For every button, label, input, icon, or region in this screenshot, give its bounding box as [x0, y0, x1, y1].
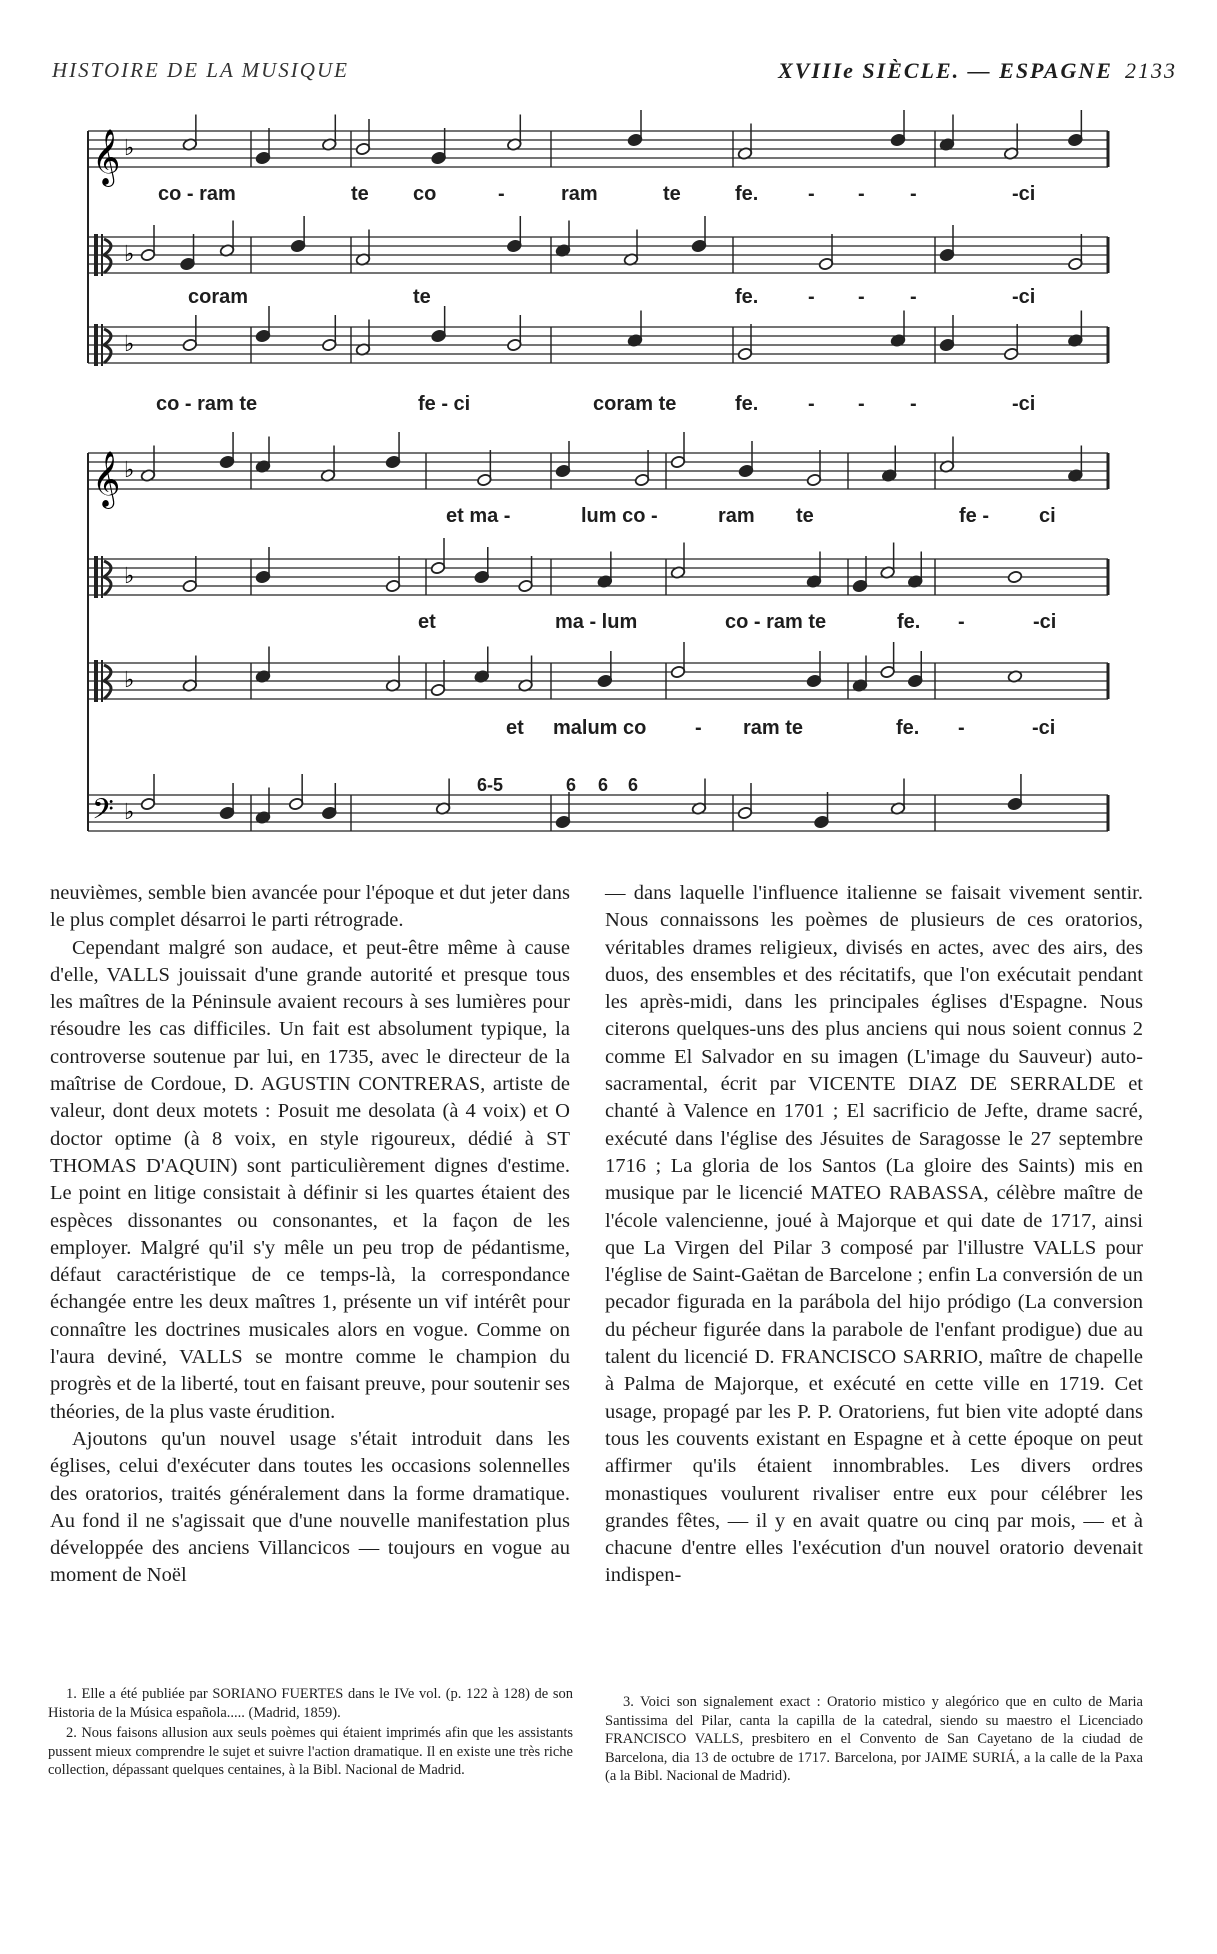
c-clef-curve	[104, 561, 111, 595]
lyric-syllable: ma - lum	[555, 611, 638, 633]
c-clef-icon	[94, 324, 98, 366]
header-section-title: XVIIIe SIÈCLE. — ESPAGNE	[778, 58, 1113, 83]
lyric-syllable: ram	[561, 183, 598, 205]
lyric-syllable: -	[910, 183, 917, 205]
lyric-syllable: coram	[188, 286, 249, 308]
lyric-syllable: fe.	[896, 717, 920, 739]
lyric-syllable: -	[958, 717, 965, 739]
lyric-syllable: -	[910, 393, 917, 415]
lyric-syllable: -	[858, 183, 865, 205]
music-score	[88, 95, 1113, 840]
paragraph: — dans laquelle l'influence italienne se faisait vivement sentir. Nous connaissons les poèmes de plusieurs de ces oratorios, véritables drames religieux, divisés en actes, avec des airs, des duos, des ensembles et des récitatifs, que l'on exécutait pendant les après-midi, dans les principales églises d'Espagne. Nous citerons quelques-uns des plus anciens qui nous soient connus 2 comme El Salvador en su imagen (L'image du Sauveur) auto-sacramental, écrit par VICENTE DIAZ DE SERRALDE et chanté à Valence en 1701 ; El sacrificio de Jefte, drame sacré, exécuté dans l'église des Jésuites de Saragosse le 27 septembre 1716 ; La gloria de los Santos (La gloire des Saints) mis en musique par le licencié MATEO RABASSA, célèbre maître de l'école valencienne, joué à Majorque et qui date de 1717, ainsi que La Virgen del Pilar 3 composé par l'illustre VALLS pour l'église de Saint-Gaëtan de Barcelone ; enfin La conversión de un pecador figurada en la parábola del hijo pródigo (La conversion du pécheur figurée dans la parabole de l'enfant prodigue) due au talent du licencié D. FRANCISCO SARRIO, maître de chapelle à Palma de Majorque, et exécuté en cette ville en 1719. Cet usage, propagé par les P. P. Oratoriens, fut bien vite adopté dans tous les couvents existant en Espagne et à cette époque on peut affirmer qu'ils étaient innombrables. Les divers ordres monastiques voulurent rivaliser entre eux pour célébrer les grandes fêtes, — il y en avait quatre ou cinq par mois, — et à chacune d'entre elles l'exécution d'un nouvel oratorio devenait indispen-	[605, 882, 1143, 1587]
lyric-syllable: -	[910, 286, 917, 308]
flat-icon: ♭	[124, 458, 135, 483]
lyric-syllable: fe.	[735, 393, 759, 415]
lyric-syllable: ci	[1039, 505, 1056, 527]
lyric-syllable: co - ram	[158, 183, 236, 205]
paragraph: neuvièmes, semble bien avancée pour l'époque et dut jeter dans le plus complet désarroi le parti rétrograde.	[50, 882, 570, 932]
note-head	[1007, 570, 1022, 583]
lyric-syllable: -ci	[1033, 611, 1057, 633]
lyric-syllable: -	[808, 183, 815, 205]
lyric-syllable: te	[413, 286, 431, 308]
c-clef-curve	[104, 329, 111, 363]
treble-clef-icon: 𝄞	[92, 129, 121, 185]
lyric-syllable: co - ram te	[156, 393, 258, 415]
flat-icon: ♭	[124, 332, 135, 357]
lyric-syllable: -	[808, 286, 815, 308]
bass-clef-icon: 𝄢	[92, 793, 114, 833]
lyric-syllable: -	[958, 611, 965, 633]
text-column-right	[605, 880, 1143, 1590]
flat-icon: ♭	[124, 800, 135, 825]
figured-bass-number: 6-5	[477, 775, 504, 795]
lyric-syllable: ram te	[743, 717, 804, 739]
lyric-syllable: fe.	[897, 611, 921, 633]
lyric-syllable: te	[663, 183, 681, 205]
lyric-syllable: malum co	[553, 717, 647, 739]
figured-bass-number: 6	[628, 775, 639, 795]
c-clef-curve	[104, 239, 111, 273]
footnotes-left	[48, 1685, 573, 1782]
figured-bass-number: 6	[566, 775, 577, 795]
paragraph: Ajoutons qu'un nouvel usage s'était introduit dans les églises, celui d'exécuter dans toutes les occasions solennelles des oratorios, traités généralement dans la forme dramatique. Au fond il ne s'agissait que d'une nouvelle manifestation plus développée des anciens Villancicos — toujours en vogue au moment de Noël	[50, 1427, 570, 1587]
lyric-syllable: -ci	[1012, 286, 1036, 308]
lyric-syllable: ram	[718, 505, 755, 527]
lyric-syllable: fe - ci	[418, 393, 471, 415]
figured-bass-number: 6	[598, 775, 609, 795]
lyric-syllable: lum co -	[581, 505, 658, 527]
lyric-syllable: te	[351, 183, 369, 205]
lyric-syllable: fe.	[735, 183, 759, 205]
treble-clef-icon: 𝄞	[92, 451, 121, 507]
flat-icon: ♭	[124, 136, 135, 161]
paragraph: Cependant malgré son audace, et peut-être même à cause d'elle, VALLS jouissait d'une grande autorité et presque tous les maîtres de la Péninsule avaient recours à ses lumières pour résoudre les cas difficiles. Un fait est absolument typique, la controverse soutenue par lui, en 1735, avec le directeur de la maîtrise de Cordoue, D. AGUSTIN CONTRERAS, artiste de valeur, dont deux motets : Posuit me desolata (à 4 voix) et O doctor optime (à 8 voix, en style rigoureux, dédié à ST THOMAS D'AQUIN) sont particulièrement dignes d'estime. Le point en litige consistait à définir si les quartes étaient des espèces dissonantes ou consonantes, et la façon de les employer. Malgré qu'il s'y mêle un peu trop de pédantisme, défaut caractéristique de ce temps-là, la correspondance échangée entre les deux maîtres 1, présente un vif intérêt pour connaître les doctrines musicales alors en vogue. Comme on l'aura deviné, VALLS se montre comme le champion du progrès et de la liberté, tout en faisant preuve, pour soutenir ses théories, de la plus vaste érudition.	[50, 936, 570, 1423]
flat-icon: ♭	[124, 564, 135, 589]
c-clef-icon	[94, 234, 98, 276]
lyric-syllable: et ma -	[446, 505, 511, 527]
lyric-syllable: co - ram te	[725, 611, 827, 633]
text-column-left	[50, 880, 570, 1590]
footnote: 1. Elle a été publiée par SORIANO FUERTES dans le IVe vol. (p. 122 à 128) de son Historia de la Música española..... (Madrid, 1859).	[48, 1686, 573, 1721]
lyric-syllable: -	[858, 393, 865, 415]
lyric-syllable: fe.	[735, 286, 759, 308]
lyric-syllable: -	[808, 393, 815, 415]
header-book-title: HISTOIRE DE LA MUSIQUE	[52, 58, 349, 82]
lyric-syllable: co	[413, 183, 437, 205]
c-clef-icon	[94, 556, 98, 598]
lyric-syllable: et	[506, 717, 524, 739]
lyric-syllable: -ci	[1012, 393, 1036, 415]
lyric-syllable: -ci	[1032, 717, 1056, 739]
footnote: 2. Nous faisons allusion aux seuls poèmes qui étaient imprimés afin que les assistants pussent mieux comprendre le sujet et suivre l'action dramatique. Il en existe une très riche collection, dépassant quelques centaines, à la Bibl. Nacional de Madrid.	[48, 1725, 573, 1778]
lyric-syllable: coram te	[593, 393, 677, 415]
lyric-syllable: -ci	[1012, 183, 1036, 205]
page-number: 2133	[1125, 58, 1177, 83]
lyric-syllable: -	[498, 183, 505, 205]
footnote: 3. Voici son signalement exact : Oratorio mistico y alegórico que en culto de Maria Santissima del Pilar, canta la capilla de la catedral, siendo su maestro el Licenciado FRANCISCO VALLS, presbitero en el Convento de San Cayetano de la ciudad de Barcelona, dia 13 de octubre de 1717. Barcelona, por JAIME SURIÁ, a la calle de la Paxa (a la Bibl. Nacional de Madrid).	[605, 1694, 1143, 1784]
footnotes-right	[605, 1693, 1143, 1788]
lyric-syllable: -	[695, 717, 702, 739]
lyric-syllable: -	[858, 286, 865, 308]
running-header	[40, 58, 1177, 88]
header-section	[778, 58, 1177, 84]
flat-icon: ♭	[124, 668, 135, 693]
lyric-syllable: te	[796, 505, 814, 527]
flat-icon: ♭	[124, 242, 135, 267]
c-clef-icon	[94, 660, 98, 702]
lyric-syllable: et	[418, 611, 436, 633]
lyric-syllable: fe -	[959, 505, 989, 527]
c-clef-curve	[104, 665, 111, 699]
